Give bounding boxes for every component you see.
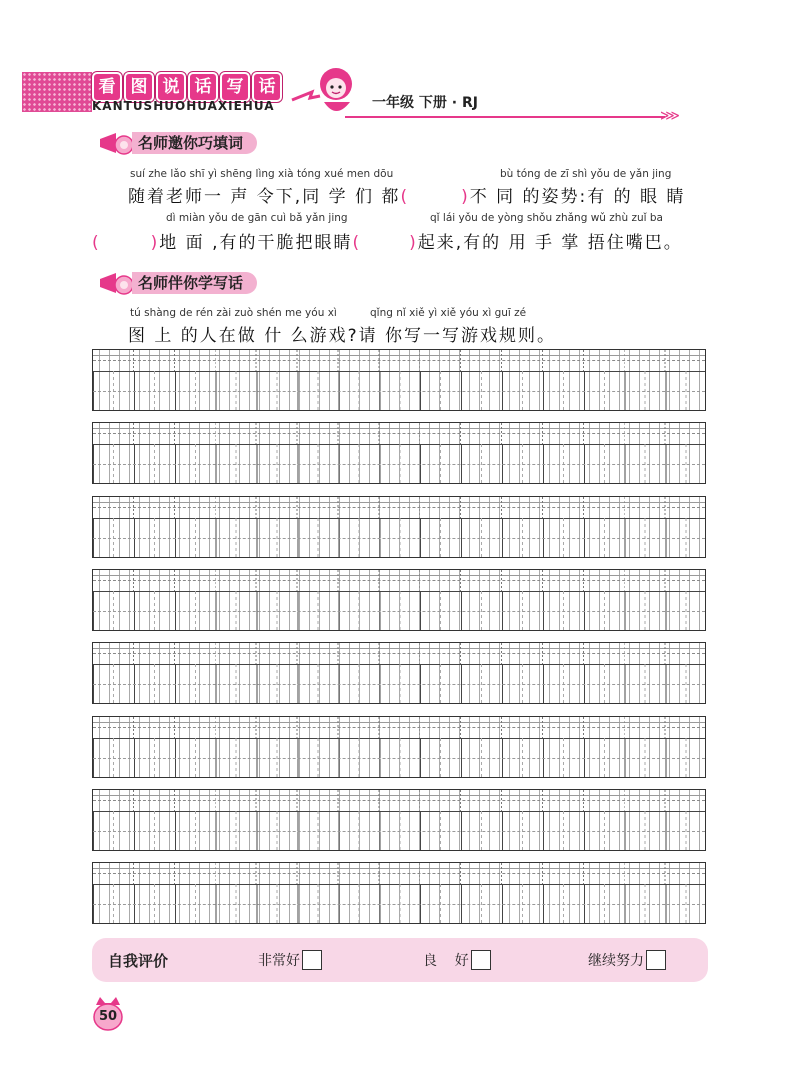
writing-grid-row[interactable]: [92, 642, 706, 704]
writing-grid-row[interactable]: [92, 716, 706, 778]
header-arrow-icon: ⋙: [660, 108, 680, 124]
section-label-learn-writing: [96, 270, 257, 296]
title-char: 说: [156, 72, 186, 102]
text-segment: 随着老师一 声 令下,同 学 们 都: [128, 187, 401, 207]
section-title: 名师伴你学写话: [132, 272, 257, 294]
pinyin-line: qǐ lái yǒu de yòng shǒu zhǎng wǔ zhù zuǐ ba: [430, 212, 663, 224]
section-label-fill-words: [96, 130, 257, 156]
self-evaluation-bar: [92, 938, 708, 982]
option-checkbox[interactable]: [471, 950, 491, 970]
header-title: [92, 72, 282, 98]
section-title: 名师邀你巧填词: [132, 132, 257, 154]
writing-grid-row[interactable]: [92, 496, 706, 558]
evaluation-option-keep-trying: [588, 950, 666, 970]
blank-paren-open: (: [400, 187, 410, 207]
blank-paren-close: ): [409, 233, 418, 253]
title-char: 看: [92, 72, 122, 102]
megaphone-icon: [96, 269, 136, 297]
option-label: 非常好: [258, 953, 300, 969]
blank-paren-open: (: [92, 233, 101, 253]
blank-paren-open: (: [352, 233, 362, 253]
title-char: 图: [124, 72, 154, 102]
option-checkbox[interactable]: [646, 950, 666, 970]
title-char: 写: [220, 72, 250, 102]
pinyin-line: suí zhe lǎo shī yì shēng lìng xià tóng xué men dōu: [130, 168, 394, 180]
writing-grid-row[interactable]: [92, 569, 706, 631]
header-dot-pattern: [22, 72, 92, 112]
pinyin-line: qǐng nǐ xiě yì xiě yóu xì guī zé: [370, 307, 527, 319]
page-number-badge: [92, 995, 124, 1031]
sentence-text: [92, 228, 683, 253]
writing-grid-row[interactable]: [92, 789, 706, 851]
option-label: 良 好: [423, 953, 469, 969]
grade-label: 一年级 下册 · RJ: [372, 95, 478, 111]
text-segment: 地 面 ,有的干脆把眼睛: [159, 233, 353, 253]
text-segment: 起来,有的 用 手 掌 捂住嘴巴。: [417, 233, 683, 253]
option-label: 继续努力: [588, 953, 644, 969]
header-subtitle: KANTUSHUOHUAXIEHUA: [92, 99, 275, 113]
evaluation-option-excellent: [258, 950, 423, 970]
writing-grid-row[interactable]: [92, 422, 706, 484]
writing-grid-row[interactable]: [92, 862, 706, 924]
evaluation-option-good: [423, 950, 588, 970]
blank-paren-close: ): [461, 187, 470, 207]
writing-grid-row[interactable]: [92, 349, 706, 411]
pinyin-line: bù tóng de zī shì yǒu de yǎn jing: [500, 168, 672, 180]
blank-paren-close: ): [150, 233, 160, 253]
sentence-text: [128, 182, 685, 207]
pinyin-line: tú shàng de rén zài zuò shén me yóu xì: [130, 307, 337, 319]
header-rule: [345, 116, 665, 118]
pinyin-line: dì miàn yǒu de gān cuì bǎ yǎn jing: [166, 212, 348, 224]
text-segment: 不 同 的姿势:有 的 眼 睛: [469, 187, 686, 207]
cartoon-girl-icon: [290, 62, 360, 120]
evaluation-title: 自我评价: [108, 951, 169, 970]
title-char: 话: [188, 72, 218, 102]
option-checkbox[interactable]: [302, 950, 322, 970]
question-text: 图 上 的人在做 什 么游戏?请 你写一写游戏规则。: [128, 326, 557, 346]
megaphone-icon: [96, 129, 136, 157]
title-char: 话: [252, 72, 282, 102]
page-number: 50: [98, 1009, 118, 1024]
